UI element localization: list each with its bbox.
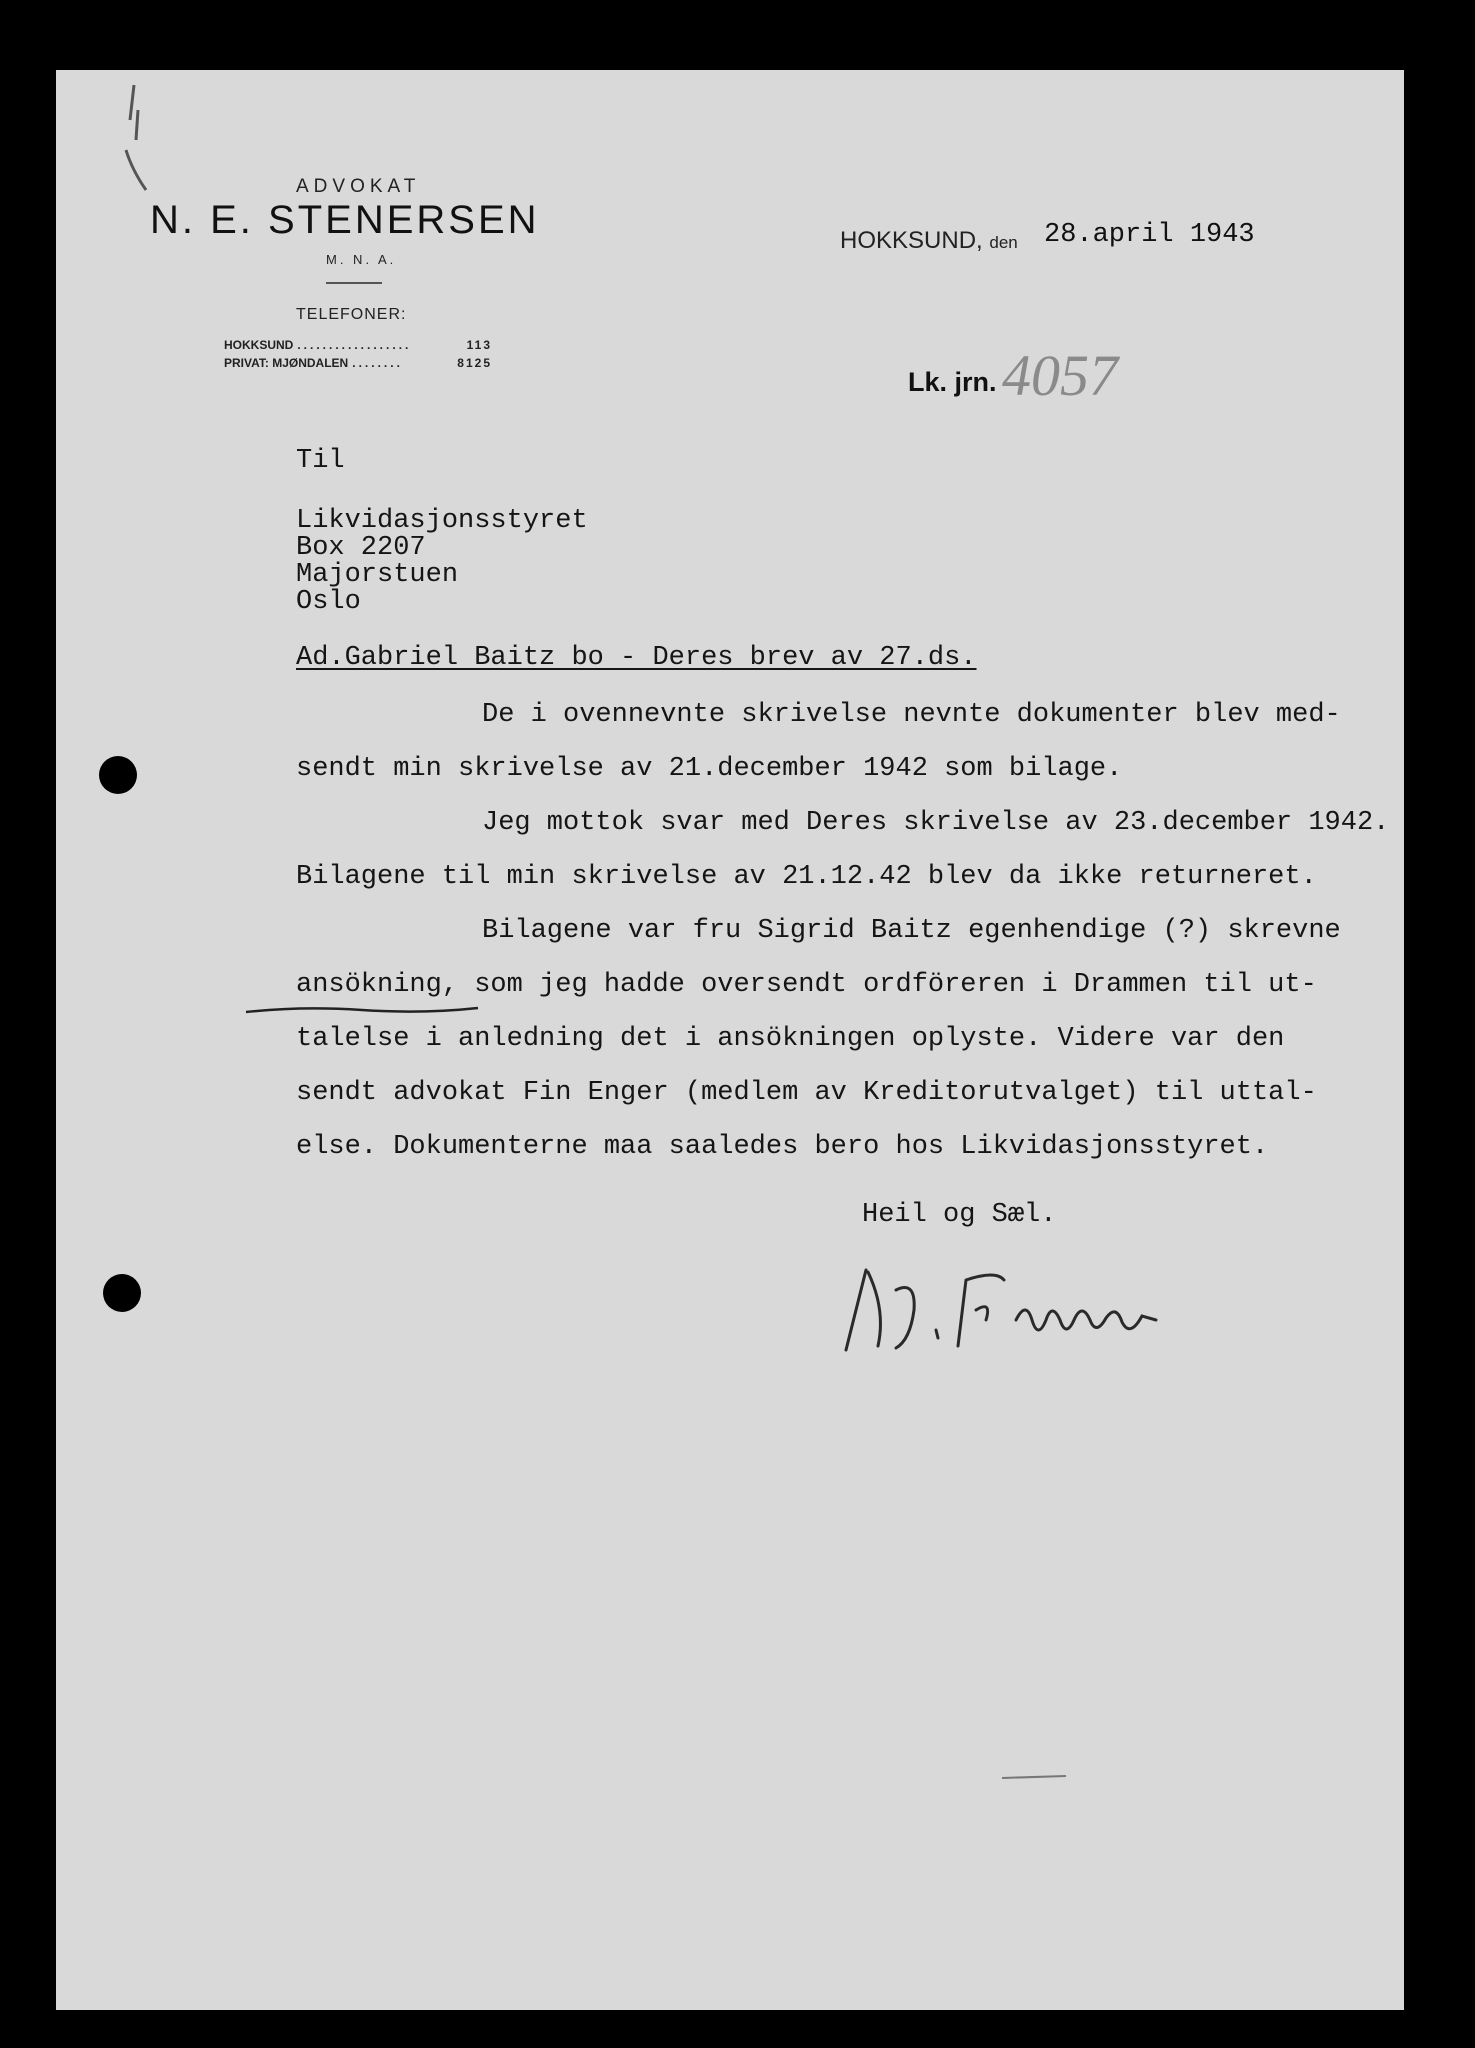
letterhead-membership: M. N. A.: [326, 252, 397, 267]
letterhead-name: N. E. STENERSEN: [150, 198, 540, 242]
signature: [826, 1250, 1226, 1370]
letterhead-title: ADVOKAT: [296, 176, 421, 197]
body-line: sendt advokat Fin Enger (medlem av Kreditorutvalget) til uttal-: [296, 1078, 1317, 1108]
phone-dots: ..................: [297, 338, 412, 352]
phone-dots: ........: [352, 356, 403, 370]
body-line: sendt min skrivelse av 21.december 1942 som bilage.: [296, 754, 1123, 784]
recipient-line: Majorstuen: [296, 560, 459, 590]
recipient-line: Oslo: [296, 587, 361, 617]
phone-number: 8125: [457, 356, 492, 370]
journal-stamp-number: 4057: [1002, 343, 1118, 408]
body-line: talelse i anledning det i ansökningen oplyste. Videre var den: [296, 1024, 1285, 1054]
recipient-line: Likvidasjonsstyret: [296, 506, 588, 536]
phone-row: [224, 338, 492, 352]
faint-mark: [996, 1768, 1076, 1788]
handwritten-underline: [242, 998, 482, 1020]
phone-number: 113: [466, 338, 492, 352]
body-line: Bilagene til min skrivelse av 21.12.42 blev da ikke returneret.: [296, 862, 1317, 892]
body-line: else. Dokumenterne maa saaledes bero hos Likvidasjonsstyret.: [296, 1132, 1269, 1162]
date-place-name: HOKKSUND,: [840, 227, 983, 254]
phone-label: HOKKSUND: [224, 338, 294, 352]
recipient-line: Box 2207: [296, 533, 426, 563]
phones-heading: TELEFONER:: [296, 306, 407, 323]
phone-label: PRIVAT: MJØNDALEN: [224, 356, 349, 370]
scan-mark: [116, 80, 186, 200]
closing: Heil og Sæl.: [862, 1200, 1057, 1230]
date-place: [840, 227, 1018, 255]
journal-stamp-label: Lk. jrn.: [908, 367, 997, 397]
body-line: De i ovennevnte skrivelse nevnte dokumenter blev med-: [482, 700, 1341, 730]
subject-line: Ad.Gabriel Baitz bo - Deres brev av 27.ds.: [296, 643, 977, 673]
punch-hole: [99, 756, 137, 794]
body-line: Bilagene var fru Sigrid Baitz egenhendige (?) skrevne: [482, 916, 1341, 946]
letter-date: 28.april 1943: [1044, 220, 1255, 250]
recipient-to: Til: [296, 446, 345, 476]
letter-page: [56, 70, 1404, 2010]
punch-hole: [103, 1274, 141, 1312]
phone-row: [224, 356, 492, 370]
body-line: Jeg mottok svar med Deres skrivelse av 23.december 1942.: [482, 808, 1390, 838]
date-den: den: [989, 233, 1018, 252]
body-line: ansökning, som jeg hadde oversendt ordföreren i Drammen til ut-: [296, 970, 1317, 1000]
letterhead-divider: [326, 282, 382, 284]
